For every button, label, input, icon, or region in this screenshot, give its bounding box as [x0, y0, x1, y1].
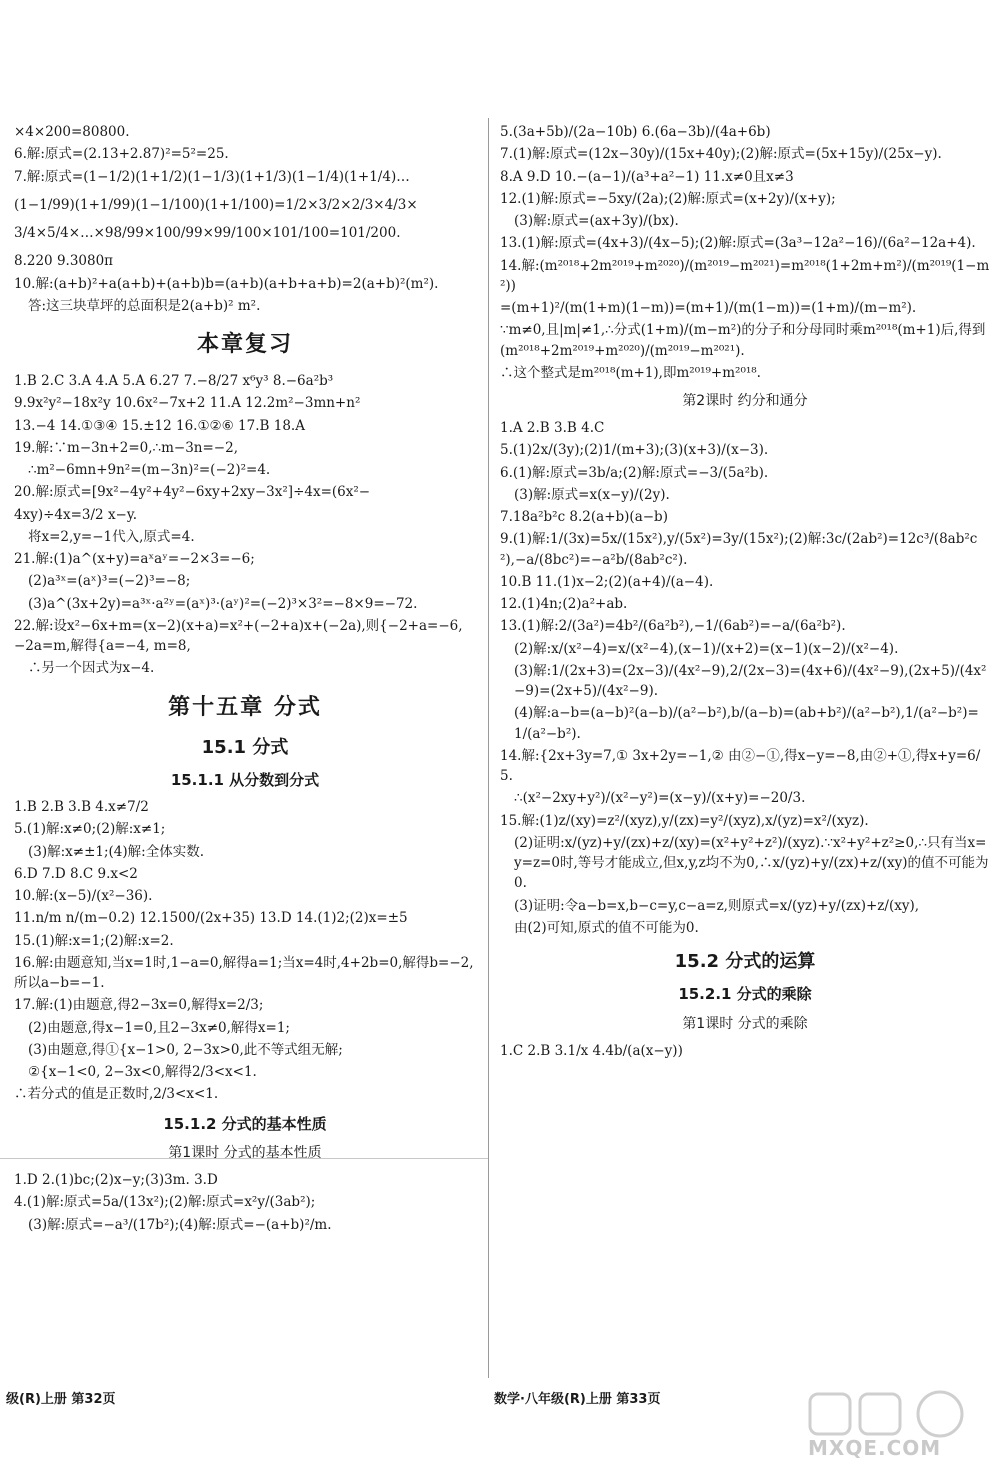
answer-line: 7.(1)解:原式=(12x−30y)/(15x+40y);(2)解:原式=(5x+15y)/(25x−y). [500, 146, 942, 163]
answer-line: (3)解:原式=−a³/(17b²);(4)解:原式=−(a+b)²/m. [28, 1216, 332, 1233]
answer-line: (3)证明:令a−b=x,b−c=y,c−a=z,则原式=x/(yz)+y/(zx)+z/(xy), [514, 897, 920, 914]
column-divider [488, 118, 489, 1378]
right-answers-a [500, 122, 990, 383]
answer-line: (2)解:x/(x²−4)=x/(x²−4),(x−1)/(x+2)=(x−1)(x−2)/(x²−4). [514, 640, 899, 657]
answer-line: 6.D 7.D 8.C 9.x<2 [14, 865, 138, 882]
answer-line: 6.解:原式=(2.13+2.87)²=5²=25. [14, 146, 229, 163]
answer-line: (2)由题意,得x−1=0,且2−3x≠0,解得x=1; [28, 1019, 290, 1036]
answer-line: 13.(1)解:2/(3a²)=4b²/(6a²b²),−1/(6ab²)=−a/(6a²b²). [500, 618, 846, 635]
answer-line: ∴(x²−2xy+y²)/(x²−y²)=(x−y)/(x+y)=−20/3. [514, 790, 806, 807]
subsection-title: 15.1.2 分式的基本性质 [163, 1114, 327, 1133]
answer-line: (2)a³ˣ=(aˣ)³=(−2)³=−8; [28, 573, 191, 590]
left-answers-b [14, 371, 476, 679]
subsection-title: 15.1.1 从分数到分式 [170, 770, 320, 789]
answer-line: 7.解:原式=(1−1/2)(1+1/2)(1−1/3)(1+1/3)(1−1/4)(1+1/4)… [14, 168, 410, 185]
answer-line: 9.(1)解:1/(3x)=5x/(15x²),y/(5x²)=3y/(15x²);(2)解:3c/(2ab²)=12c³/(8ab²c²),−a/(8bc²)=−a²b/(8ab²c²). [500, 531, 978, 568]
answer-line: 16.解:由题意知,当x=1时,1−a=0,解得a=1;当x=4时,4+2b=0,解得b=−2,所以a−b=−1. [14, 954, 474, 991]
footer-left-page-number: 级(R)上册 第32页 [6, 1392, 116, 1407]
answer-line: (1−1/99)(1+1/99)(1−1/100)(1+1/100)=1/2×3/2×2/3×4/3× [14, 196, 418, 213]
answer-line: (2)证明:x/(yz)+y/(zx)+z/(xy)=(x²+y²+z²)/(xyz).∵x²+y²+z²≥0,∴只有当x=y=z=0时,等号才能成立,但x,y,z均不为0,∴x/(yz)+y/(zx)+z/(xy)的值不可能为0. [514, 834, 989, 892]
answer-line: (3)解:原式=x(x−y)/(2y). [514, 486, 670, 503]
answer-line: 12.(1)解:原式=−5xy/(2a);(2)解:原式=(x+2y)/(x+y); [500, 190, 836, 207]
answer-line: ×4×200=80800. [14, 124, 130, 140]
answer-line: 5.(1)解:x≠0;(2)解:x≠1; [14, 821, 166, 838]
answer-line: ∴m²−6mn+9n²=(m−3n)²=(−2)²=4. [28, 462, 271, 478]
footer-right-page-number: 数学·八年级(R)上册 第33页 [494, 1392, 661, 1407]
answer-line: 7.18a²b²c 8.2(a+b)(a−b) [500, 509, 668, 525]
answer-line: (3)解:原式=(ax+3y)/(bx). [514, 213, 679, 229]
answer-line: 5.(1)2x/(3y);(2)1/(m+3);(3)(x+3)/(x−3). [500, 442, 769, 459]
answer-line: =(m+1)²/(m(1+m)(1−m))=(m+1)/(m(1−m))=(1+m)/(m−m²). [500, 300, 917, 316]
answer-line: (3)解:1/(2x+3)=(2x−3)/(4x²−9),2/(2x−3)=(4x+6)/(4x²−9),(2x+5)/(4x²−9)=(2x+5)/(4x²−9). [514, 662, 987, 699]
answer-line: 15.(1)解:x=1;(2)解:x=2. [14, 932, 174, 949]
answer-line: ②{x−1<0, 2−3x<0,解得2/3<x<1. [28, 1064, 257, 1080]
left-answers-d [14, 1170, 476, 1235]
answer-line: 答:这三块草坪的总面积是2(a+b)² m². [28, 297, 261, 314]
answer-line: (3)a^(3x+2y)=a³ˣ·a²ʸ=(aˣ)³·(aʸ)²=(−2)³×3²=−8×9=−72. [28, 595, 418, 612]
answer-line: 20.解:原式=[9x²−4y²+4y²−6xy+2xy−3x²]÷4x=(6x²− [14, 484, 371, 501]
answer-line: 14.解:{2x+3y=7,① 3x+2y=−1,② 由②−①,得x−y=−8,由②+①,得x+y=6/5. [500, 747, 981, 784]
answer-line: 将x=2,y=−1代入,原式=4. [28, 528, 195, 545]
answer-line: 1.D 2.(1)bc;(2)x−y;(3)3m. 3.D [14, 1172, 218, 1188]
answer-line: 22.解:设x²−6x+m=(x−2)(x+a)=x²+(−2+a)x+(−2a),则{−2+a=−6, −2a=m,解得{a=−4, m=8, [14, 617, 463, 654]
answer-line: 8.A 9.D 10.−(a−1)/(a³+a²−1) 11.x≠0且x≠3 [500, 168, 794, 185]
answer-line: 14.解:(m²⁰¹⁸+2m²⁰¹⁹+m²⁰²⁰)/(m²⁰¹⁹−m²⁰²¹)=m²⁰¹⁸(1+2m+m²)/(m²⁰¹⁹(1−m²)) [500, 257, 990, 294]
answer-line: 13.−4 14.①③④ 15.±12 16.①②⑥ 17.B 18.A [14, 417, 305, 434]
answer-line: 1.B 2.C 3.A 4.A 5.A 6.27 7.−8/27 x⁶y³ 8.−6a²b³ [14, 373, 334, 389]
answer-line: 1.B 2.B 3.B 4.x≠7/2 [14, 799, 149, 815]
answer-line: 8.220 9.3080π [14, 253, 114, 270]
right-answers-c [500, 1041, 990, 1061]
answer-line: 11.n/m n/(m−0.2) 12.1500/(2x+35) 13.D 14.(1)2;(2)x=±5 [14, 910, 408, 927]
lesson-title: 第1课时 分式的乘除 [682, 1015, 808, 1032]
answer-line: 10.解:(a+b)²+a(a+b)+(a+b)b=(a+b)(a+b+a+b)=2(a+b)²(m²). [14, 275, 439, 292]
answer-line: ∴另一个因式为x−4. [28, 660, 155, 677]
right-column [500, 122, 990, 1063]
answer-line: 19.解:∵m−3n+2=0,∴m−3n=−2, [14, 439, 238, 456]
answer-line: 1.C 2.B 3.1/x 4.4b/(a(x−y)) [500, 1042, 683, 1059]
answer-line: 17.解:(1)由题意,得2−3x=0,解得x=2/3; [14, 997, 264, 1014]
review-title: 本章复习 [196, 332, 293, 357]
watermark-text: MXQE.COM [808, 1436, 942, 1460]
answer-line: 6.(1)解:原式=3b/a;(2)解:原式=−3/(5a²b). [500, 464, 769, 481]
section-title: 15.1 分式 [201, 736, 289, 758]
answer-line: 13.(1)解:原式=(4x+3)/(4x−5);(2)解:原式=(3a³−12a²−16)/(6a²−12a+4). [500, 235, 976, 252]
answer-line: 4.(1)解:原式=5a/(13x²);(2)解:原式=x²y/(3ab²); [14, 1194, 316, 1211]
answer-line: 由(2)可知,原式的值不可能为0. [514, 919, 699, 936]
lesson-title: 第2课时 约分和通分 [682, 393, 808, 409]
lesson-title: 第1课时 分式的基本性质 [168, 1145, 322, 1161]
answer-line: 10.解:(x−5)/(x²−36). [14, 888, 153, 904]
answer-line: 12.(1)4n;(2)a²+ab. [500, 596, 628, 612]
chapter-title: 第十五章 分式 [168, 694, 322, 720]
answer-line: 4xy)÷4x=3/2 x−y. [14, 506, 137, 523]
left-answers-a [14, 122, 476, 316]
answer-line: (4)解:a−b=(a−b)²(a−b)/(a²−b²),b/(a−b)=(ab+b²)/(a²−b²),1/(a²−b²)=1/(a²−b²). [514, 705, 979, 742]
answer-line: 21.解:(1)a^(x+y)=aˣaʸ=−2×3=−6; [14, 551, 255, 567]
answer-line: 15.解:(1)z/(xy)=z²/(xyz),y/(zx)=y²/(xyz),x/(yz)=x²/(xyz). [500, 812, 869, 829]
answer-line: 5.(3a+5b)/(2a−10b) 6.(6a−3b)/(4a+6b) [500, 124, 771, 140]
answer-line: (3)解:x≠±1;(4)解:全体实数. [28, 843, 205, 860]
answer-line: (3)由题意,得①{x−1>0, 2−3x>0,此不等式组无解; [28, 1041, 343, 1058]
answer-line: 9.9x²y²−18x²y 10.6x²−7x+2 11.A 12.2m²−3mn+n² [14, 395, 361, 412]
left-answers-c [14, 797, 476, 1105]
answer-line: 10.B 11.(1)x−2;(2)(a+4)/(a−4). [500, 573, 714, 590]
answer-line: ∴这个整式是m²⁰¹⁸(m+1),即m²⁰¹⁹+m²⁰¹⁸. [500, 364, 761, 381]
left-column [14, 122, 476, 1237]
right-answers-b [500, 418, 990, 938]
answer-line: ∵m≠0,且|m|≠1,∴分式(1+m)/(m−m²)的分子和分母同时乘m²⁰¹⁸(m+1)后,得到(m²⁰¹⁸+2m²⁰¹⁹+m²⁰²⁰)/(m²⁰¹⁹−m²⁰²¹). [500, 322, 986, 359]
section-title: 15.2 分式的运算 [674, 951, 816, 972]
answer-line: 1.A 2.B 3.B 4.C [500, 420, 605, 436]
answer-line: ∴若分式的值是正数时,2/3<x<1. [14, 1086, 219, 1103]
answer-line: 3/4×5/4×…×98/99×100/99×99/100×101/100=101/200. [14, 225, 401, 241]
subsection-title: 15.2.1 分式的乘除 [678, 985, 812, 1003]
